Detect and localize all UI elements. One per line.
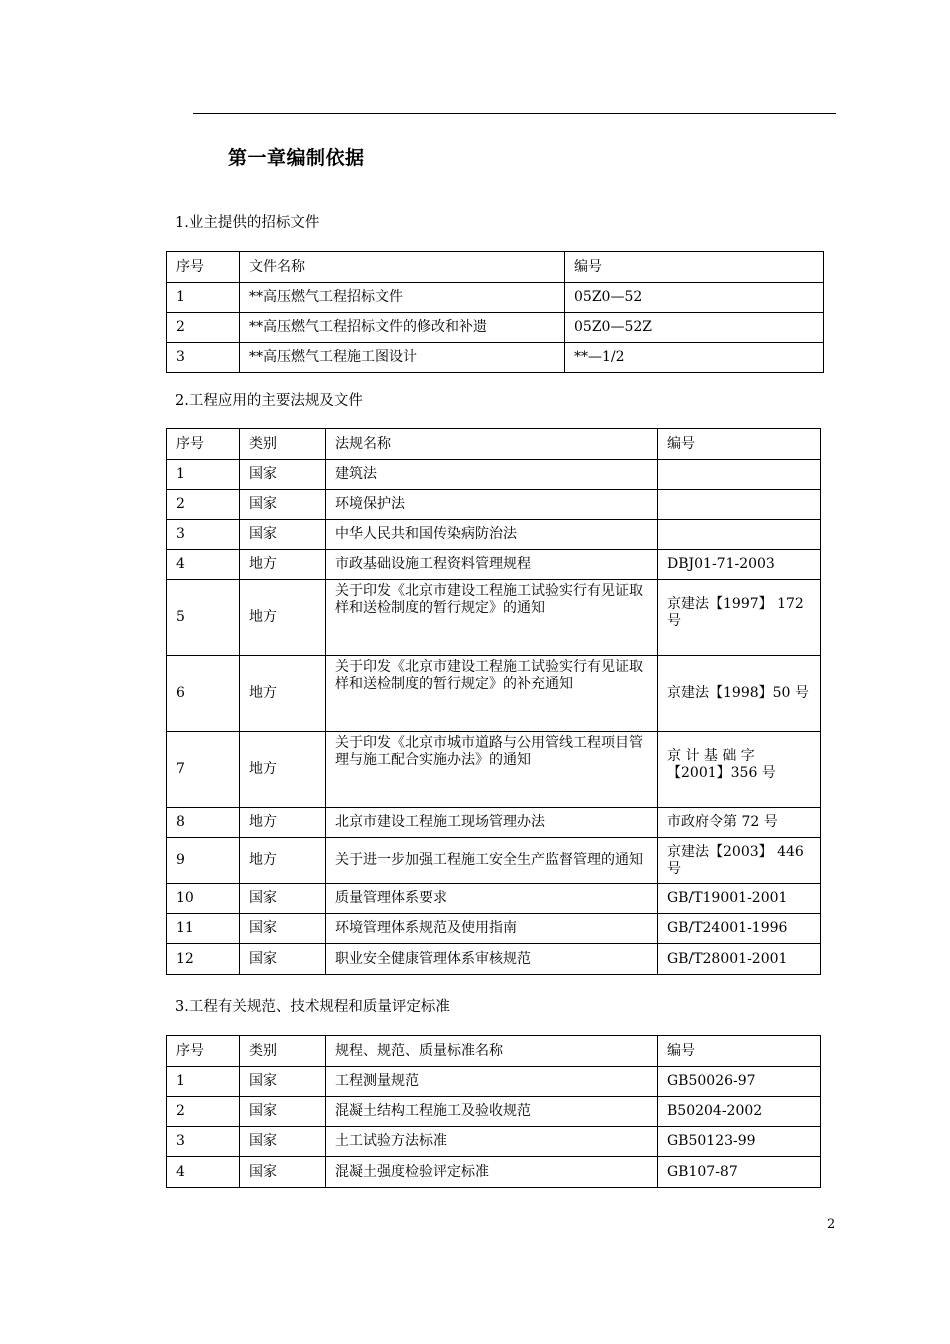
table-cell: **高压燃气工程招标文件的修改和补遗: [240, 313, 565, 343]
header-cell: 序号: [167, 429, 240, 460]
section-heading-1: 1.业主提供的招标文件: [175, 215, 320, 231]
table-cell: 京建法【2003】 446号: [658, 838, 821, 884]
table-cell: 京建法【1998】50 号: [658, 656, 821, 732]
table-cell: 1: [167, 1067, 240, 1097]
table-cell: 3: [167, 343, 240, 373]
table-row: [167, 343, 824, 373]
table-cell: 2: [167, 1097, 240, 1127]
table-cell: 国家: [240, 1097, 326, 1127]
table-cell: 国家: [240, 520, 326, 550]
header-cell: 序号: [167, 1036, 240, 1067]
regulations-table: [166, 428, 821, 975]
table-cell: 国家: [240, 884, 326, 914]
table-row: [167, 283, 824, 313]
table-cell: 国家: [240, 490, 326, 520]
table-cell: 05Z0—52Z: [565, 313, 824, 343]
table-row: [167, 944, 821, 975]
table-cell: GB/T24001-1996: [658, 914, 821, 944]
table-header-row: [167, 252, 824, 283]
table-row: [167, 1067, 821, 1097]
table-cell: 京 计 基 础 字【2001】356 号: [658, 732, 821, 808]
header-rule: [193, 113, 836, 114]
table-cell: 7: [167, 732, 240, 808]
table-row: [167, 520, 821, 550]
header-cell: 编号: [565, 252, 824, 283]
standards-table: [166, 1035, 821, 1188]
table-cell: 混凝土结构工程施工及验收规范: [326, 1097, 658, 1127]
table-cell: 建筑法: [326, 460, 658, 490]
table-row: [167, 656, 821, 732]
table-cell: 北京市建设工程施工现场管理办法: [326, 808, 658, 838]
table-cell: 地方: [240, 580, 326, 656]
header-cell: 编号: [658, 1036, 821, 1067]
table-row: [167, 460, 821, 490]
table-cell: 地方: [240, 838, 326, 884]
table-cell: 4: [167, 1157, 240, 1188]
table-cell: 关于印发《北京市城市道路与公用管线工程项目管理与施工配合实施办法》的通知: [326, 732, 658, 808]
table-header-row: [167, 429, 821, 460]
table-row: [167, 838, 821, 884]
table-cell: 土工试验方法标准: [326, 1127, 658, 1157]
header-cell: 类别: [240, 429, 326, 460]
table-row: [167, 884, 821, 914]
table-cell: GB107-87: [658, 1157, 821, 1188]
table-cell: GB/T28001-2001: [658, 944, 821, 975]
header-cell: 规程、规范、质量标准名称: [326, 1036, 658, 1067]
table-cell: [658, 490, 821, 520]
table-cell: 市政府令第 72 号: [658, 808, 821, 838]
table-cell: 10: [167, 884, 240, 914]
table-cell: [658, 520, 821, 550]
section-heading-2: 2.工程应用的主要法规及文件: [175, 393, 363, 409]
table-cell: 2: [167, 313, 240, 343]
table-cell: 4: [167, 550, 240, 580]
header-cell: 文件名称: [240, 252, 565, 283]
table-cell: 混凝土强度检验评定标准: [326, 1157, 658, 1188]
page-number: 2: [827, 1217, 836, 1232]
table-cell: 12: [167, 944, 240, 975]
table-row: [167, 1127, 821, 1157]
table-cell: **—1/2: [565, 343, 824, 373]
table-cell: 6: [167, 656, 240, 732]
table-cell: 京建法【1997】 172号: [658, 580, 821, 656]
table-cell: 环境保护法: [326, 490, 658, 520]
table-header-row: [167, 1036, 821, 1067]
chapter-title: 第一章编制依据: [228, 147, 365, 169]
table-cell: DBJ01-71-2003: [658, 550, 821, 580]
table-cell: 质量管理体系要求: [326, 884, 658, 914]
table-cell: 地方: [240, 732, 326, 808]
table-cell: 关于进一步加强工程施工安全生产监督管理的通知: [326, 838, 658, 884]
table-cell: 中华人民共和国传染病防治法: [326, 520, 658, 550]
table-cell: 国家: [240, 1067, 326, 1097]
table-cell: GB50026-97: [658, 1067, 821, 1097]
table-cell: GB/T19001-2001: [658, 884, 821, 914]
table-cell: 1: [167, 460, 240, 490]
table-row: [167, 914, 821, 944]
table-cell: 关于印发《北京市建设工程施工试验实行有见证取样和送检制度的暂行规定》的通知: [326, 580, 658, 656]
header-cell: 类别: [240, 1036, 326, 1067]
table-cell: **高压燃气工程招标文件: [240, 283, 565, 313]
header-cell: 编号: [658, 429, 821, 460]
table-cell: 2: [167, 490, 240, 520]
table-cell: 关于印发《北京市建设工程施工试验实行有见证取样和送检制度的暂行规定》的补充通知: [326, 656, 658, 732]
table-cell: 3: [167, 1127, 240, 1157]
table-row: [167, 580, 821, 656]
table-cell: 地方: [240, 808, 326, 838]
table-cell: 国家: [240, 944, 326, 975]
table-cell: 工程测量规范: [326, 1067, 658, 1097]
table-cell: 地方: [240, 550, 326, 580]
table-cell: 5: [167, 580, 240, 656]
table-row: [167, 550, 821, 580]
table-row: [167, 1097, 821, 1127]
table-row: [167, 490, 821, 520]
table-cell: **高压燃气工程施工图设计: [240, 343, 565, 373]
table-cell: 9: [167, 838, 240, 884]
table-cell: 11: [167, 914, 240, 944]
table-row: [167, 1157, 821, 1188]
table-cell: 国家: [240, 1157, 326, 1188]
tender-documents-table: [166, 251, 824, 373]
table-cell: 国家: [240, 1127, 326, 1157]
table-cell: 环境管理体系规范及使用指南: [326, 914, 658, 944]
table-row: [167, 732, 821, 808]
section-heading-3: 3.工程有关规范、技术规程和质量评定标准: [175, 999, 450, 1015]
table-cell: 地方: [240, 656, 326, 732]
table-cell: B50204-2002: [658, 1097, 821, 1127]
table-cell: 国家: [240, 914, 326, 944]
table-cell: 3: [167, 520, 240, 550]
table-cell: [658, 460, 821, 490]
table-row: [167, 808, 821, 838]
header-cell: 法规名称: [326, 429, 658, 460]
table-cell: 国家: [240, 460, 326, 490]
table-row: [167, 313, 824, 343]
table-cell: GB50123-99: [658, 1127, 821, 1157]
table-cell: 1: [167, 283, 240, 313]
table-cell: 8: [167, 808, 240, 838]
header-cell: 序号: [167, 252, 240, 283]
table-cell: 市政基础设施工程资料管理规程: [326, 550, 658, 580]
table-cell: 05Z0—52: [565, 283, 824, 313]
table-cell: 职业安全健康管理体系审核规范: [326, 944, 658, 975]
